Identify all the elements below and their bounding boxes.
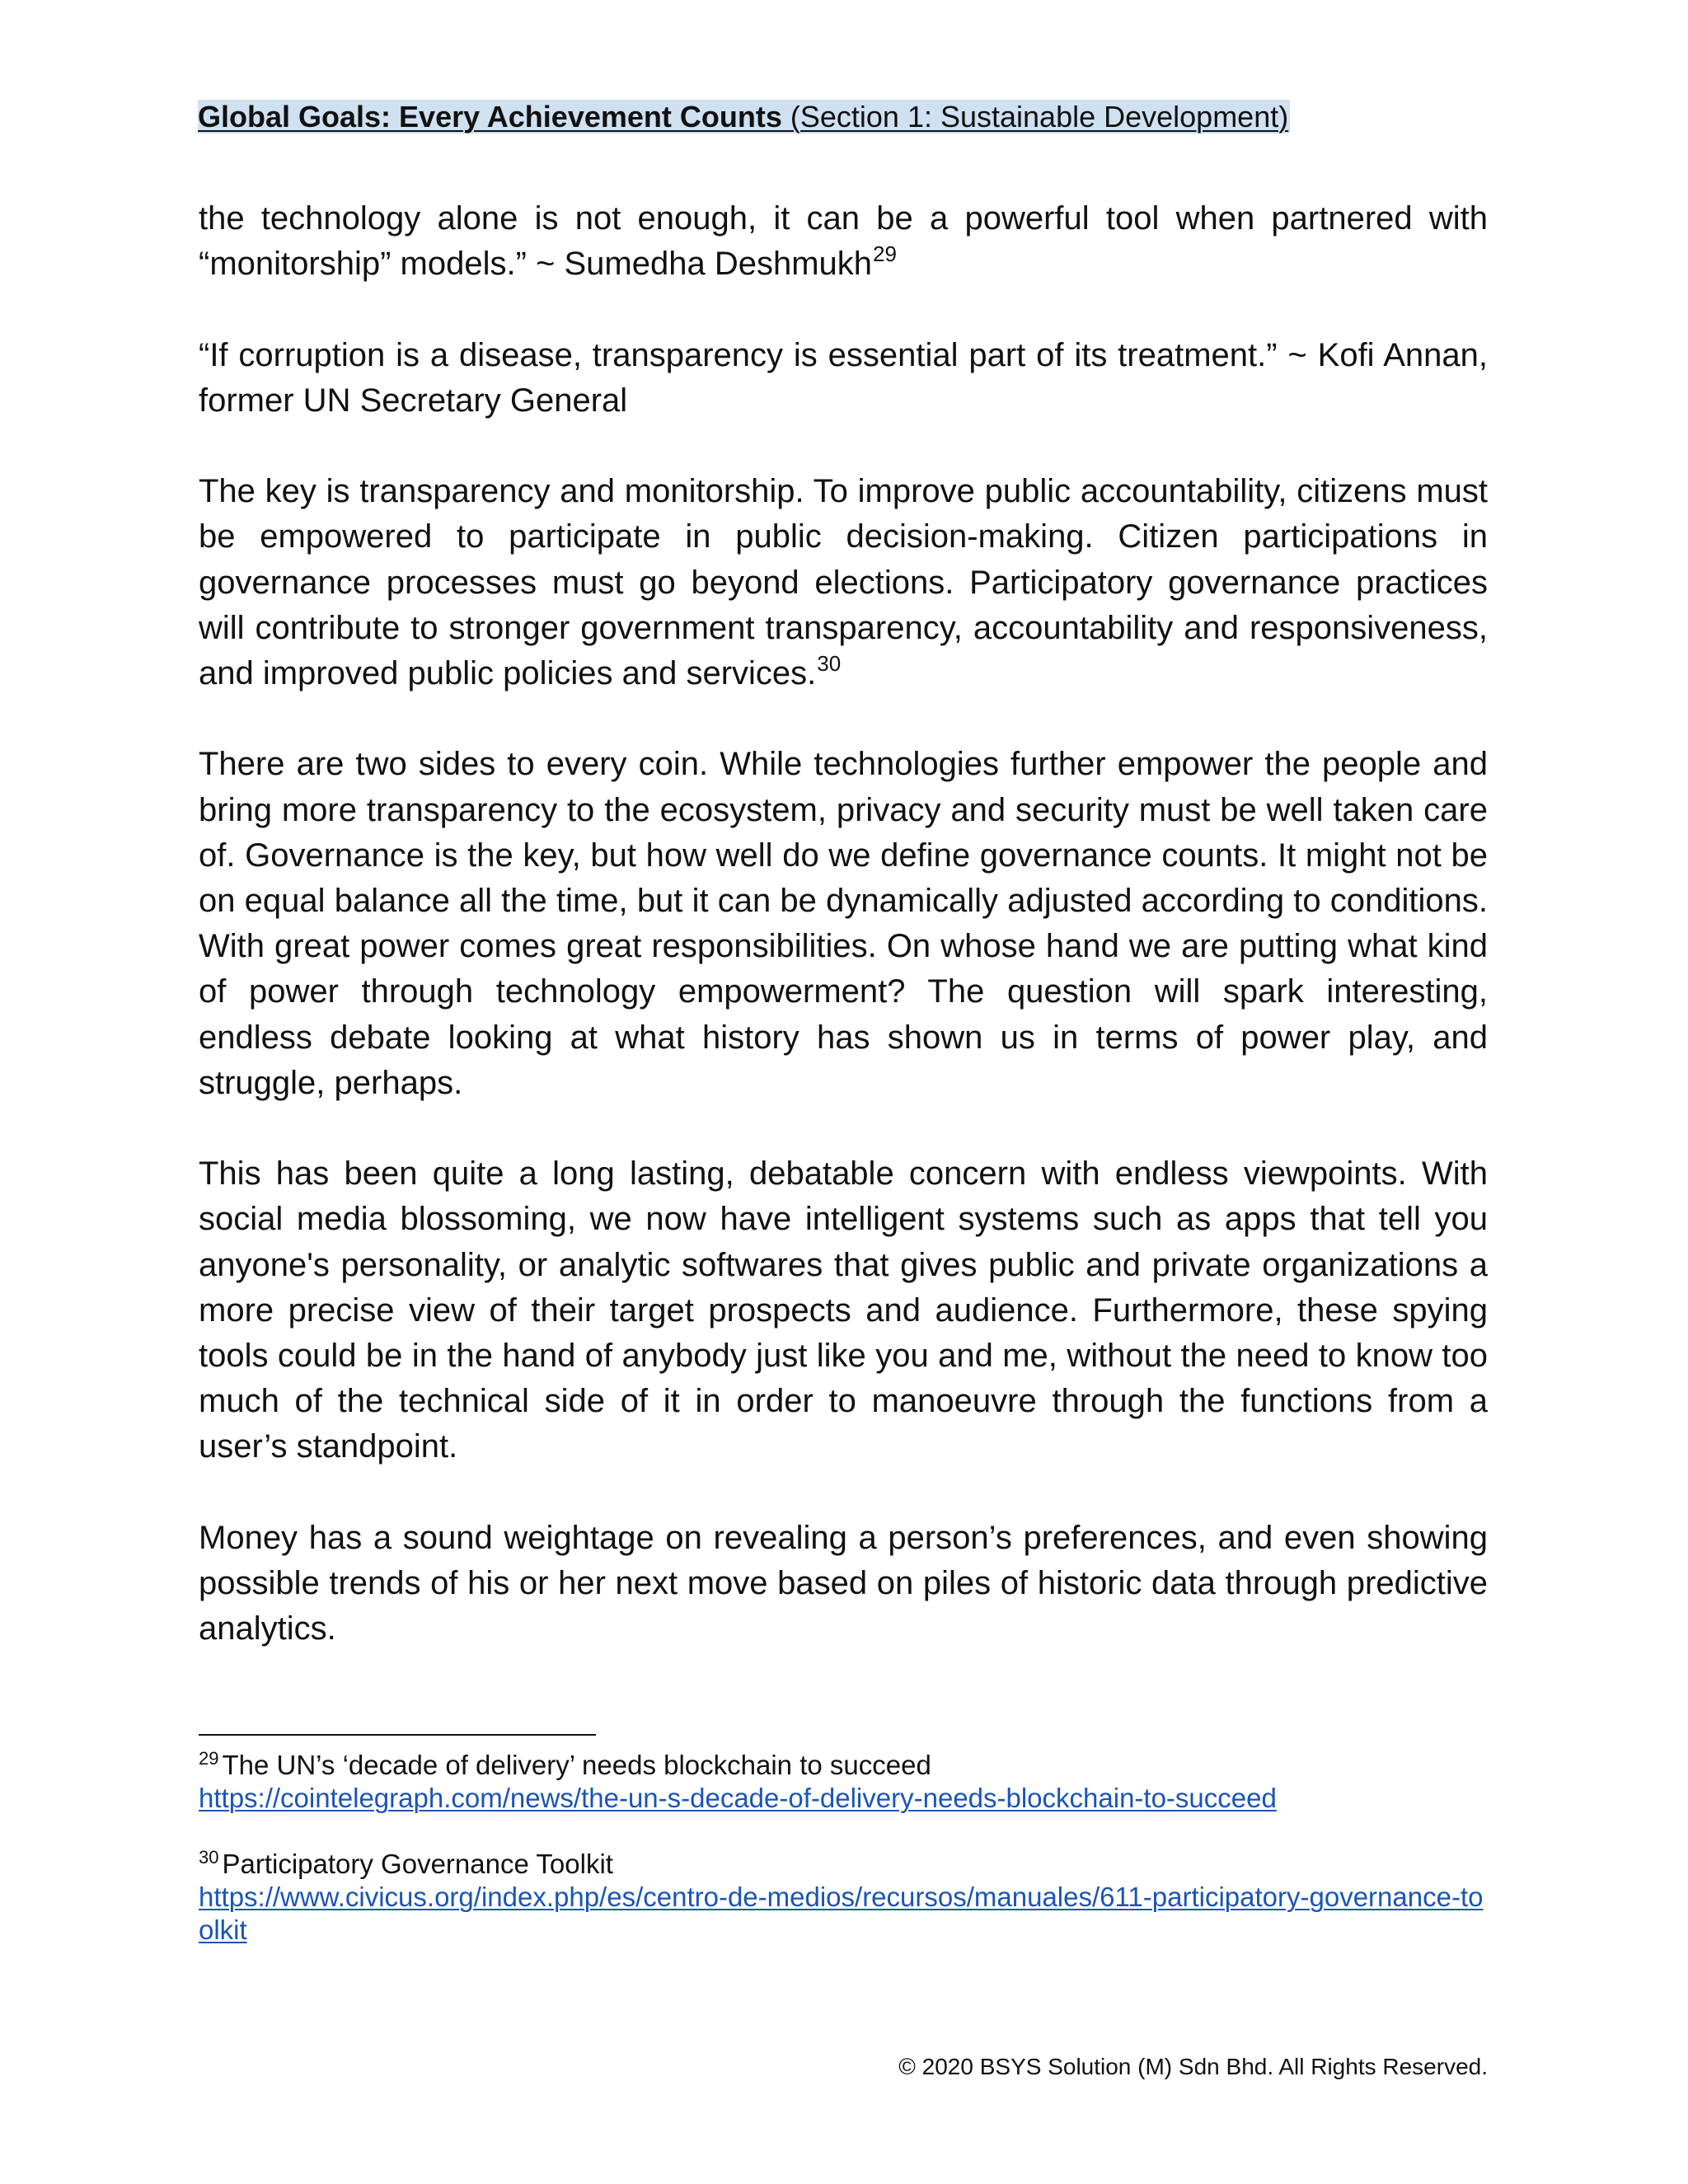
paragraph xyxy=(199,742,1488,1106)
paragraph xyxy=(199,1516,1488,1652)
paragraph xyxy=(199,469,1488,696)
footnote-link[interactable]: https://cointelegraph.com/news/the-un-s-decade-of-delivery-needs-blockchain-to-succeed xyxy=(199,1783,1277,1813)
footnote-30 xyxy=(199,1848,1488,1947)
footnote-url-line xyxy=(199,1782,1488,1815)
running-header xyxy=(198,99,1290,135)
header-section: (Section 1: Sustainable Development) xyxy=(790,100,1289,134)
footnote-title: Participatory Governance Toolkit xyxy=(222,1849,613,1879)
footnote-url-line xyxy=(199,1881,1488,1947)
paragraph xyxy=(199,1151,1488,1469)
body-text xyxy=(199,196,1488,1652)
footnote-29 xyxy=(199,1749,1488,1815)
paragraph-text: This has been quite a long lasting, debatable concern with endless viewpoints. With social media blossoming, we now have intelligent systems such as apps that tell you anyone's personality, or analytic softwares that gives public and private organizations a more precise view of their target prospects and audience. Furthermore, these spying tools could be in the hand of anybody just like you and me, without the need to know too much of the technical side of it in order to manoeuvre through the functions from a user’s standpoint. xyxy=(199,1155,1488,1465)
paragraph-text: the technology alone is not enough, it can be a powerful tool when partnered with “monitorship” models.” ~ Sumedha Deshmukh xyxy=(199,200,1488,283)
header-title: Global Goals: Every Achievement Counts xyxy=(198,100,782,134)
paragraph-text: There are two sides to every coin. While technologies further empower the people and bring more transparency to the ecosystem, privacy and security must be well taken care of. Governance is the key, but how well do we define governance counts. It might not be on equal balance all the time, but it can be dynamically adjusted according to conditions. With great power comes great responsibilities. On whose hand we are putting what kind of power through technology empowerment? The question will spark interesting, endless debate looking at what history has shown us in terms of power play, and struggle, perhaps. xyxy=(199,746,1488,1101)
footnote-number: 30 xyxy=(199,1847,219,1868)
footnote-title: The UN’s ‘decade of delivery’ needs blockchain to succeed xyxy=(222,1750,931,1780)
copyright-notice: © 2020 BSYS Solution (M) Sdn Bhd. All Rights Reserved. xyxy=(898,2054,1488,2079)
footnote-title-line xyxy=(199,1848,1488,1881)
header-highlight xyxy=(198,100,1290,134)
footnotes xyxy=(199,1749,1488,1980)
footnote-title-line xyxy=(199,1749,1488,1782)
paragraph-text: Money has a sound weightage on revealing a person’s preferences, and even showing possible trends of his or her next move based on piles of historic data through predictive analytics. xyxy=(199,1519,1488,1647)
footnote-separator xyxy=(199,1734,596,1736)
footnote-ref-30[interactable]: 30 xyxy=(817,651,842,676)
footnote-link[interactable]: https://www.civicus.org/index.php/es/centro-de-medios/recursos/manuales/611-participatory-governance-toolkit xyxy=(199,1882,1484,1945)
footnote-number: 29 xyxy=(199,1748,219,1769)
paragraph xyxy=(199,333,1488,424)
paragraph-text: The key is transparency and monitorship. To improve public accountability, citizens must be empowered to participate in public decision-making. Citizen participations in governance processes must go beyond elections. Participatory governance practices will contribute to stronger government transparency, accountability and responsiveness, and improved public policies and services. xyxy=(199,473,1488,691)
paragraph-text: “If corruption is a disease, transparency is essential part of its treatment.” ~ Kofi Annan, former UN Secretary General xyxy=(199,336,1488,419)
footnote-ref-29[interactable]: 29 xyxy=(873,241,897,267)
paragraph xyxy=(199,196,1488,287)
